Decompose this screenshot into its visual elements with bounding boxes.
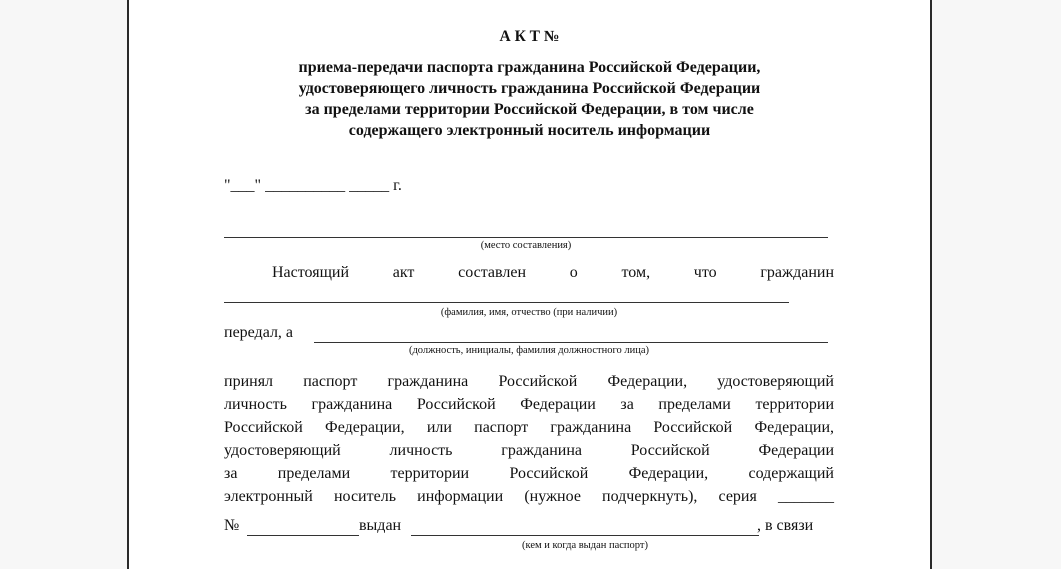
heading-line: приема-передачи паспорта гражданина Российской Федерации,: [298, 59, 761, 76]
document-title: А К Т №: [499, 28, 560, 45]
name-caption: (фамилия, имя, отчество (при наличии): [440, 307, 618, 318]
place-underline: [224, 237, 828, 238]
body-line: принял паспорт гражданина Российской Федерации, удостоверяющий: [224, 373, 834, 390]
body-line: электронный носитель информации (нужное подчеркнуть), серия _______: [224, 488, 834, 505]
place-caption: (место составления): [480, 240, 572, 251]
issued-caption: (кем и когда выдан паспорт): [521, 540, 648, 551]
name-underline: [224, 302, 789, 303]
heading-line: содержащего электронный носитель информации: [348, 122, 711, 139]
transferred-label: передал, а: [224, 324, 294, 341]
number-label: №: [224, 517, 240, 534]
intro-line: Настоящий акт составлен о том, что гражданин: [272, 264, 834, 281]
in-connection-label: , в связи: [757, 517, 814, 534]
official-underline: [314, 342, 828, 343]
date-line: "___" __________ _____ г.: [224, 177, 402, 194]
body-line: личность гражданина Российской Федерации за пределами территории: [224, 396, 834, 413]
issued-label: выдан: [359, 517, 402, 534]
number-underline: [247, 535, 359, 536]
document-page: [127, 0, 932, 569]
heading-line: удостоверяющего личность гражданина Российской Федерации: [298, 80, 761, 97]
body-line: за пределами территории Российской Федерации, содержащий: [224, 465, 834, 482]
heading-line: за пределами территории Российской Федерации, в том числе: [305, 101, 754, 118]
official-caption: (должность, инициалы, фамилия должностного лица): [408, 345, 650, 356]
body-line: Российской Федерации, или паспорт гражданина Российской Федерации,: [224, 419, 834, 436]
issued-underline: [411, 535, 759, 536]
body-line: удостоверяющий личность гражданина Российской Федерации: [224, 442, 834, 459]
